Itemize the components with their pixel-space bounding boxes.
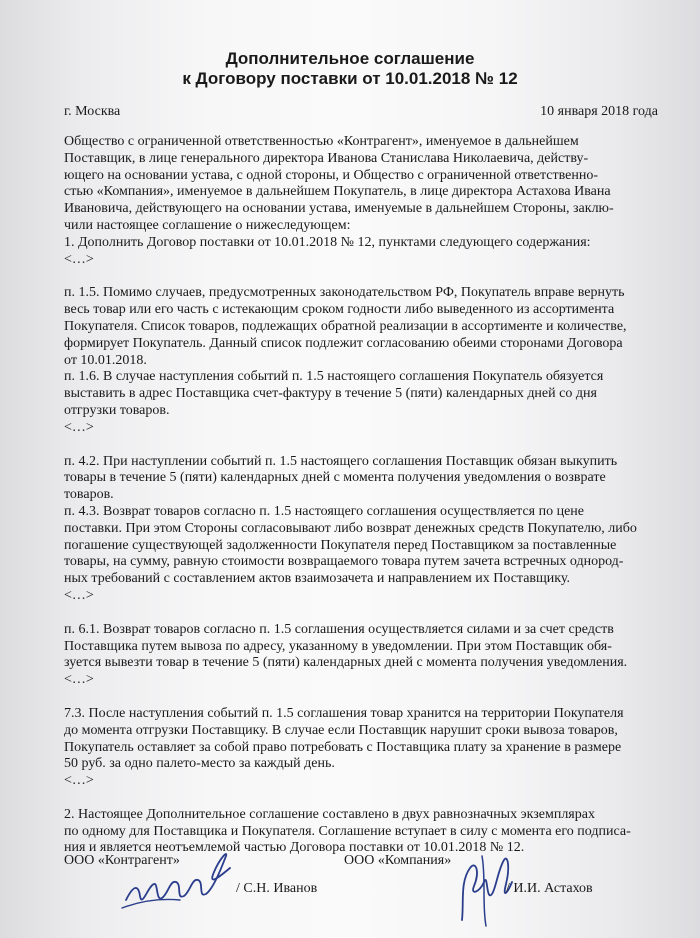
document-text-line: Поставщик, в лице генерального директора Иванова Станислава Николаевича, действу- <box>64 150 589 166</box>
signature-left-org: ООО «Контрагент» <box>64 853 180 868</box>
document-text-line: отгрузки товаров. <box>64 402 170 418</box>
document-body <box>64 134 664 857</box>
document-paragraph <box>64 134 664 268</box>
document-date: 10 января 2018 года <box>540 104 658 119</box>
document-text-line: ных требований с составлением актов взаимозачета и направлением их Поставщику. <box>64 571 570 587</box>
document-paragraph <box>64 454 664 605</box>
document-text-line: 1. Дополнить Договор поставки от 10.01.2018 № 12, пунктами следующего содержания: <box>64 234 591 250</box>
document-text-line: зуется вывезти товар в течение 5 (пяти) календарных дней с момента получения уведомления. <box>64 655 628 671</box>
document-text-line: формирует Покупатель. Данный список подлежит согласованию обеими сторонами Договора <box>64 335 623 351</box>
omission-marker: <…> <box>64 672 94 688</box>
document-paragraph <box>64 285 664 436</box>
omission-marker: <…> <box>64 251 94 267</box>
document-paragraph <box>64 706 664 790</box>
document-text-line: п. 4.3. Возврат товаров согласно п. 1.5 настоящего соглашения осуществляется по цене <box>64 503 585 519</box>
document-text-line: п. 1.6. В случае наступления событий п. 1.5 настоящего соглашения Покупатель обязуется <box>64 369 604 385</box>
document-text-line: ющего на основании устава, с одной стороны, и Общество с ограниченной ответственно- <box>64 167 599 183</box>
document-text-line: товары, на сумму, равную стоимости возвращаемого товара путем зачета встречных однород- <box>64 554 624 570</box>
document-text-line: Покупатель оставляет за собой право потребовать с Поставщика плату за хранение в размере <box>64 739 622 755</box>
document-text-line: п. 4.2. При наступлении событий п. 1.5 настоящего соглашения Поставщик обязан выкупить <box>64 453 618 469</box>
document-text-line: товары в течение 5 (пяти) календарных дней с момента получения уведомления о возврате <box>64 470 606 486</box>
document-text-line: до момента отгрузки Поставщику. В случае если Поставщик нарушит сроки вывоза товаров, <box>64 722 618 738</box>
document-text-line: Покупателя. Список товаров, подлежащих обратной реализации в ассортименте и количестве, <box>64 318 627 334</box>
document-text-line: п. 6.1. Возврат товаров согласно п. 1.5 соглашения осуществляется силами и за счет средств <box>64 621 614 637</box>
document-text-line: от 10.01.2018. <box>64 352 147 368</box>
document-text-line: Ивановича, действующего на основании устава, именуемые в дальнейшем Стороны, заклю- <box>64 201 614 217</box>
document-text-line: Общество с ограниченной ответственностью «Контрагент», именуемое в дальнейшем <box>64 134 579 149</box>
document-title-line-1: Дополнительное соглашение <box>225 49 475 68</box>
document-title-line-2: к Договору поставки от 10.01.2018 № 12 <box>182 69 518 88</box>
document-text-line: погашение существующей задолженности Покупателя перед Поставщиком за поставленные <box>64 537 617 553</box>
signature-right-name: / И.И. Астахов <box>506 881 593 896</box>
omission-marker: <…> <box>64 773 94 789</box>
document-text-line: весь товар или его часть с истекающим сроком годности либо выведенного из ассортимента <box>64 302 615 318</box>
signature-left-name: / С.Н. Иванов <box>236 881 318 896</box>
document-text-line: 7.3. После наступления событий п. 1.5 соглашения товар хранится на территории Покупателя <box>64 705 624 721</box>
document-text-line: поставки. При этом Стороны согласовывают либо возврат денежных средств Покупателю, либо <box>64 520 637 536</box>
document-text-line: 2. Настоящее Дополнительное соглашение составлено в двух равнозначных экземплярах <box>64 806 595 822</box>
document-text-line: стью «Компания», именуемое в дальнейшем Покупатель, в лице директора Астахова Ивана <box>64 184 611 200</box>
omission-marker: <…> <box>64 419 94 435</box>
omission-marker: <…> <box>64 587 94 603</box>
signature-right-org: ООО «Компания» <box>344 853 452 868</box>
document-city: г. Москва <box>64 104 121 119</box>
document-paragraph <box>64 622 664 689</box>
document-text-line: товаров. <box>64 487 114 503</box>
document-text-line: п. 1.5. Помимо случаев, предусмотренных законодательством РФ, Покупатель вправе вернуть <box>64 285 625 301</box>
document-text-line: ния и является неотъемлемой частью Договора поставки от 10.01.2018 № 12. <box>64 840 525 856</box>
document-text-line: 50 руб. за одно палето-место за каждый день. <box>64 756 335 772</box>
document-text-line: чили настоящее соглашение о нижеследующем: <box>64 217 351 233</box>
document-text-line: выставить в адрес Поставщика счет-фактуру в течение 5 (пяти) календарных дней со дня <box>64 386 597 402</box>
document-text-line: Поставщика путем вывоза по адресу, указанному в уведомлении. При этом Поставщик обя- <box>64 638 612 654</box>
document-text-line: по одному для Поставщика и Покупателя. Соглашение вступает в силу с момента его подписа- <box>64 823 631 839</box>
signature-left-handwritten <box>118 838 238 918</box>
